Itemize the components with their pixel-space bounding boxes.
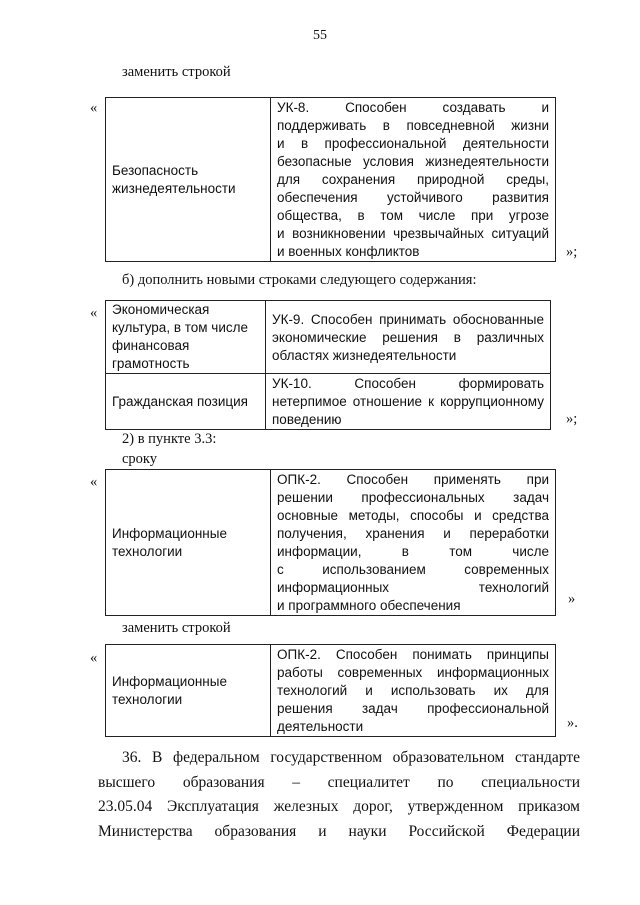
text-line: технологий и использовать их для bbox=[277, 683, 549, 698]
close-quote: »; bbox=[566, 411, 578, 427]
text-line: областях жизнедеятельности bbox=[272, 347, 457, 363]
add-rows-instruction: б) дополнить новыми строками следующего содержания: bbox=[122, 272, 477, 288]
text-line: поддерживать в повседневной жизни bbox=[277, 118, 549, 133]
text-line: с использованием современных bbox=[277, 562, 549, 577]
text-line: и в профессиональной деятельности bbox=[277, 136, 549, 151]
text-line: информации, в том числе bbox=[277, 544, 549, 559]
text-line: экономические решения в различных bbox=[272, 329, 544, 345]
paragraph-line: высшего образования – специалитет по специальности bbox=[98, 773, 580, 791]
page-number: 55 bbox=[313, 28, 327, 43]
text-line: УК-9. Способен принимать обоснованные bbox=[272, 311, 544, 327]
text-line: УК-10. Способен формировать bbox=[272, 376, 544, 391]
replace-instruction: заменить строкой bbox=[122, 620, 231, 636]
text-line: получения, хранения и переработки bbox=[277, 526, 549, 541]
table-cell-competency-text bbox=[271, 645, 556, 737]
table-cell-competency-area: Экономическая культура, в том числе финансовая грамотность bbox=[106, 301, 266, 374]
replace-instruction: заменить строкой bbox=[122, 64, 231, 80]
text-line: решения задач профессиональной bbox=[277, 701, 549, 716]
open-quote: « bbox=[90, 474, 98, 490]
text-line: деятельности bbox=[277, 719, 364, 734]
table-opk2-old bbox=[105, 469, 556, 616]
table-cell-competency-text bbox=[271, 470, 556, 616]
text-line: нетерпимое отношение к коррупционному bbox=[272, 394, 544, 409]
paragraph-line: Министерства образования и науки Российской Федерации bbox=[98, 822, 580, 840]
item-word: сроку bbox=[122, 451, 158, 467]
table-uk8 bbox=[105, 97, 556, 262]
text-line: для сохранения природной среды, bbox=[277, 172, 549, 187]
text-line: работы современных информационных bbox=[277, 665, 549, 680]
table-opk2-new bbox=[105, 644, 556, 737]
paragraph-36 bbox=[98, 746, 580, 844]
text-line: УК-8. Способен создавать и bbox=[277, 100, 549, 115]
text-line: ОПК-2. Способен понимать принципы bbox=[277, 647, 549, 662]
open-quote: « bbox=[90, 100, 98, 116]
text-line: и военных конфликтов bbox=[277, 244, 420, 259]
text-line: и возникновении чрезвычайных ситуаций bbox=[277, 226, 549, 241]
text-line: общества, в том числе при угрозе bbox=[277, 208, 549, 223]
text-line: поведению bbox=[272, 412, 342, 427]
table-cell-competency-text bbox=[271, 98, 556, 262]
text-line: обеспечения устойчивого развития bbox=[277, 190, 549, 205]
point-instruction: 2) в пункте 3.3: bbox=[122, 431, 217, 447]
text-line: ОПК-2. Способен применять при bbox=[277, 472, 549, 487]
table-cell-competency-text bbox=[266, 374, 551, 430]
open-quote: « bbox=[90, 305, 98, 321]
table-cell-competency-area: Безопасность жизнедеятельности bbox=[106, 98, 271, 262]
text-line: решении профессиональных задач bbox=[277, 490, 549, 505]
text-line: информационных технологий bbox=[277, 580, 549, 595]
open-quote: « bbox=[90, 650, 98, 666]
close-quote: ». bbox=[567, 715, 578, 731]
text-line: безопасные условия жизнедеятельности bbox=[277, 154, 549, 169]
table-uk9-uk10 bbox=[105, 300, 551, 430]
table-cell-competency-area: Информационные технологии bbox=[106, 470, 271, 616]
table-cell-competency-area: Информационные технологии bbox=[106, 645, 271, 737]
table-cell-competency-text bbox=[266, 301, 551, 374]
paragraph-line: 36. В федеральном государственном образовательном стандарте bbox=[122, 749, 580, 766]
paragraph-line: 23.05.04 Эксплуатация железных дорог, утвержденном приказом bbox=[98, 798, 580, 815]
text-line: основные методы, способы и средства bbox=[277, 508, 549, 523]
close-quote: » bbox=[568, 591, 576, 607]
text-line: и программного обеспечения bbox=[277, 598, 461, 613]
close-quote: »; bbox=[566, 244, 578, 260]
table-cell-competency-area: Гражданская позиция bbox=[106, 374, 266, 430]
